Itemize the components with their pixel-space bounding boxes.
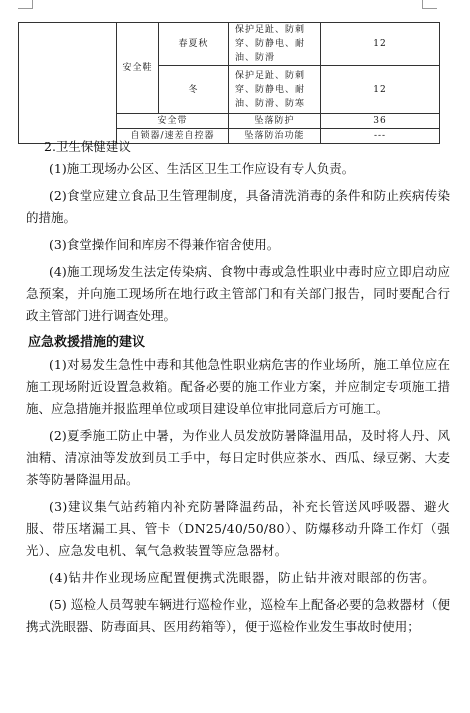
quantity-cell: 12 — [321, 66, 440, 114]
quantity-cell: 12 — [321, 23, 440, 66]
item-name-cell: 自锁器/速差自控器 — [117, 129, 229, 144]
table-row — [19, 23, 440, 66]
category-cell: 安全鞋 — [117, 23, 159, 114]
ppe-table — [18, 22, 440, 144]
paragraph: (1)对易发生急性中毒和其他急性职业病危害的作业场所，施工单位应在施工现场附近设置急救箱。配备必要的施工作业方案，并应制定专项施工措施、应急措施并报监理单位或项目建设单位审批同意后方可施工。 — [26, 357, 450, 416]
protection-cell: 坠落防治功能 — [229, 129, 321, 144]
protection-cell: 保护足趾、防刺穿、防静电、耐油、防滑 — [229, 23, 321, 66]
section-heading: 应急救援措施的建议 — [28, 335, 146, 350]
paragraph: (3)食堂操作间和库房不得兼作宿舍使用。 — [49, 237, 280, 252]
season-cell: 春夏秋 — [159, 23, 229, 66]
protection-cell: 保护足趾、防刺穿、防静电、耐油、防滑、防寒 — [229, 66, 321, 114]
section-heading: 2.卫生保健建议 — [44, 139, 131, 154]
paragraph: (3)建议集气站药箱内补充防暑降温药品，补充长管送风呼吸器、避火服、带压堵漏工具、管卡（DN25/40/50/80）、防爆移动升降工作灯（强光）、应急发电机、氧气急救装置等应急器材。 — [26, 499, 450, 558]
table-blank-cell — [19, 23, 117, 144]
page-corner-mark-right — [422, 0, 437, 9]
protection-cell: 坠落防护 — [229, 114, 321, 129]
paragraph: (4)钻井作业现场应配置便携式洗眼器，防止钻井液对眼部的伤害。 — [49, 570, 436, 585]
paragraph: (4)施工现场发生法定传染病、食物中毒或急性职业中毒时应立即启动应急预案，并向施工现场所在地行政主管部门和有关部门报告，同时要配合行政主管部门进行调查处理。 — [26, 264, 450, 323]
paragraph: (2)食堂应建立食品卫生管理制度，具备清洗消毒的条件和防止疾病传染的措施。 — [26, 188, 450, 225]
quantity-cell: --- — [321, 129, 440, 144]
page-corner-mark-left — [18, 0, 33, 9]
paragraph: (1)施工现场办公区、生活区卫生工作应设有专人负责。 — [49, 161, 355, 176]
paragraph: (5) 巡检人员驾驶车辆进行巡检作业，巡检车上配备必要的急救器材（便携式洗眼器、防毒面具、医用药箱等），便于巡检作业发生事故时使用； — [26, 597, 450, 634]
season-cell: 冬 — [159, 66, 229, 114]
paragraph: (2)夏季施工防止中暑，为作业人员发放防暑降温用品，及时将人丹、风油精、清凉油等发放到员工手中，每日定时供应茶水、西瓜、绿豆粥、大麦茶等防暑降温用品。 — [26, 428, 450, 487]
quantity-cell: 36 — [321, 114, 440, 129]
item-name-cell: 安全带 — [117, 114, 229, 129]
document-body — [26, 136, 450, 643]
